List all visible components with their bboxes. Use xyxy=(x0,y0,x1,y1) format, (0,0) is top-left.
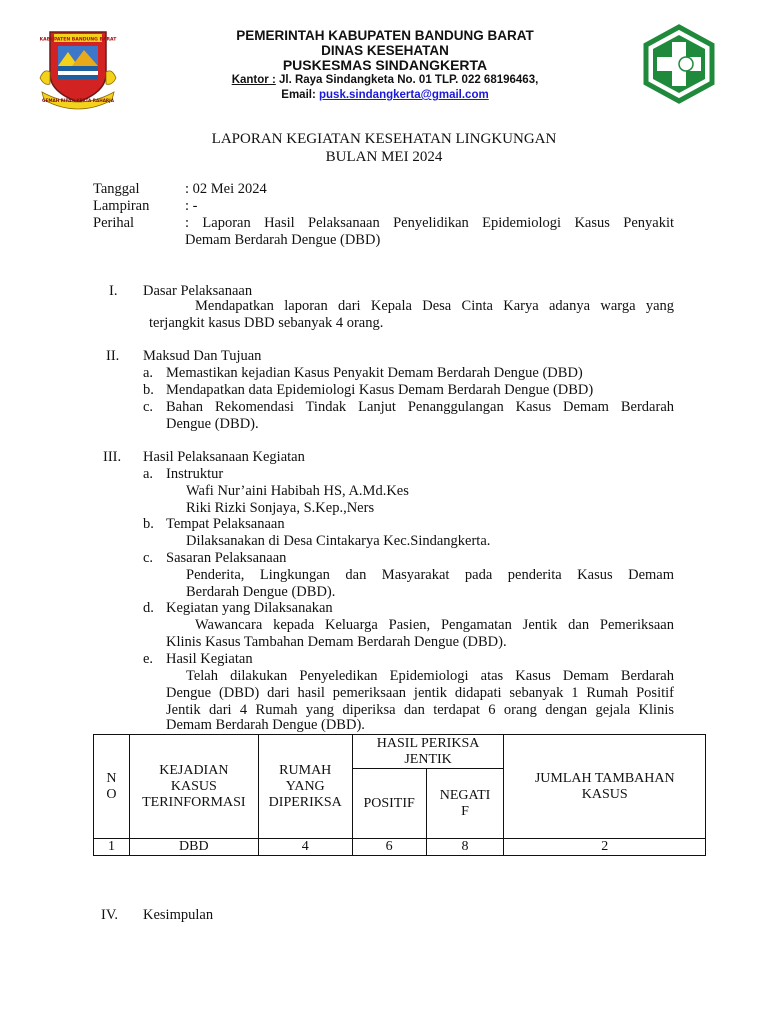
letterhead-line2: DINAS KESEHATAN xyxy=(321,43,449,58)
section3-c-letter: c. xyxy=(143,550,154,566)
header-hasil-periksa xyxy=(352,735,504,769)
section3-d-text-line2: Klinis Kasus Tambahan Demam Berdarah Dengue (DBD). xyxy=(166,634,507,650)
section2-item-b-text: Mendapatkan data Epidemiologi Kasus Demam Berdarah Dengue (DBD) xyxy=(166,382,594,398)
section1-title: Dasar Pelaksanaan xyxy=(143,283,253,299)
address-text: Jl. Raya Sindangketa No. 01 TLP. 022 68196463, xyxy=(275,74,539,86)
section2-item-a-text: Memastikan kejadian Kasus Penyakit Demam Berdarah Dengue (DBD) xyxy=(166,365,583,381)
section3-b-label: Tempat Pelaksanaan xyxy=(166,516,285,532)
perihal-value-line1: : Laporan Hasil Pelaksanaan Penyelidikan Epidemiologi Kasus Penyakit xyxy=(185,215,674,231)
tanggal-value: : 02 Mei 2024 xyxy=(185,181,267,197)
lampiran-value: : - xyxy=(185,198,198,214)
header-no-line1: N xyxy=(106,770,117,786)
header-hasil-line1: HASIL PERIKSA xyxy=(376,735,480,751)
section2-item-c-text: Bahan Rekomendasi Tindak Lanjut Penanggulangan Kasus Demam Berdarah xyxy=(166,399,674,415)
section3-c-text-line2: Berdarah Dengue (DBD). xyxy=(186,584,336,600)
cell-negatif: 8 xyxy=(426,839,504,856)
header-no xyxy=(94,735,130,839)
section3-e-text-line1: Telah dilakukan Penyeledikan Epidemiologi atas Kasus Demam Berdarah xyxy=(186,668,674,684)
lampiran-label: Lampiran xyxy=(93,198,150,214)
header-negatif-line1: NEGATI xyxy=(439,787,491,803)
address-label: Kantor : xyxy=(231,74,276,86)
perihal-label: Perihal xyxy=(93,215,135,231)
section4-title: Kesimpulan xyxy=(143,907,214,923)
section3-c-text-line1: Penderita, Lingkungan dan Masyarakat pada penderita Kasus Demam xyxy=(186,567,674,583)
section3-number: III. xyxy=(103,449,122,465)
header-jumlah-line2: KASUS xyxy=(581,786,628,802)
letterhead-address xyxy=(190,73,580,88)
cell-jumlah: 2 xyxy=(504,839,706,856)
report-title: LAPORAN KEGIATAN KESEHATAN LINGKUNGAN xyxy=(211,131,557,147)
header-jumlah xyxy=(504,735,706,839)
cell-kejadian: DBD xyxy=(129,839,258,856)
logo-left-motto: GEMAH RIPAH KERTA RAHARJA xyxy=(42,98,114,103)
cell-rumah: 4 xyxy=(258,839,352,856)
section1-number: I. xyxy=(109,283,118,299)
letterhead-email xyxy=(190,88,580,103)
section3-b-letter: b. xyxy=(143,516,154,532)
section3-d-label: Kegiatan yang Dilaksanakan xyxy=(166,600,333,616)
letterhead xyxy=(190,28,580,103)
logo-left-banner: KABUPATEN BANDUNG BARAT xyxy=(39,37,117,43)
header-kejadian-line1: KEJADIAN xyxy=(159,762,229,778)
section3-title: Hasil Pelaksanaan Kegiatan xyxy=(143,449,305,465)
section1-text-line1: Mendapatkan laporan dari Kepala Desa Cinta Karya adanya warga yang xyxy=(195,298,674,314)
puskesmas-logo-icon xyxy=(642,24,716,104)
header-negatif-line2: F xyxy=(461,803,469,819)
section3-e-text-line2: Dengue (DBD) dari hasil pemeriksaan jentik didapati sebanyak 1 Rumah Positif xyxy=(166,685,674,701)
section2-item-c-letter: c. xyxy=(143,399,154,415)
header-kejadian-line3: TERINFORMASI xyxy=(142,794,246,810)
header-rumah-line1: RUMAH xyxy=(279,762,332,778)
header-kejadian xyxy=(129,735,258,839)
email-link[interactable]: pusk.sindangkerta@gmail.com xyxy=(319,89,489,101)
header-hasil-line2: JENTIK xyxy=(404,751,452,767)
email-label: Email: xyxy=(281,89,319,101)
header-kejadian-line2: KASUS xyxy=(170,778,217,794)
section3-a-label: Instruktur xyxy=(166,466,224,482)
section3-e-text-line4: Demam Berdarah Dengue (DBD). xyxy=(166,717,365,733)
header-negatif xyxy=(426,769,504,839)
header-rumah xyxy=(258,735,352,839)
header-jumlah-line1: JUMLAH TAMBAHAN xyxy=(534,770,675,786)
section4-number: IV. xyxy=(101,907,119,923)
result-table xyxy=(93,734,706,856)
logo-kbb-emblem xyxy=(36,22,120,114)
section2-item-c-text2: Dengue (DBD). xyxy=(166,416,259,432)
header-rumah-line2: YANG xyxy=(285,778,325,794)
section2-title: Maksud Dan Tujuan xyxy=(143,348,262,364)
section3-c-label: Sasaran Pelaksanaan xyxy=(166,550,287,566)
cell-positif: 6 xyxy=(352,839,426,856)
header-no-line2: O xyxy=(106,786,117,802)
header-positif: POSITIF xyxy=(352,769,426,839)
perihal-value-line2: Demam Berdarah Dengue (DBD) xyxy=(185,232,381,248)
section1-text-line2: terjangkit kasus DBD sebanyak 4 orang. xyxy=(149,315,384,331)
instructor-2: Riki Rizki Sonjaya, S.Kep.,Ners xyxy=(186,500,375,516)
section3-d-text-line1: Wawancara kepada Keluarga Pasien, Pengamatan Jentik dan Pemeriksaan xyxy=(195,617,674,633)
section2-item-b-letter: b. xyxy=(143,382,154,398)
instructor-1: Wafi Nur’aini Habibah HS, A.Md.Kes xyxy=(186,483,409,499)
tanggal-label: Tanggal xyxy=(93,181,140,197)
cell-no: 1 xyxy=(94,839,130,856)
letterhead-line3: PUSKESMAS SINDANGKERTA xyxy=(282,57,488,73)
section3-e-label: Hasil Kegiatan xyxy=(166,651,253,667)
section3-b-text: Dilaksanakan di Desa Cintakarya Kec.Sindangkerta. xyxy=(186,533,491,549)
section3-a-letter: a. xyxy=(143,466,154,482)
letterhead-line1: PEMERINTAH KABUPATEN BANDUNG BARAT xyxy=(236,28,534,43)
section2-number: II. xyxy=(106,348,120,364)
section3-e-text-line3: Jentik dari 4 Rumah yang diperiksa dan terdapat 6 orang dengan gejala Klinis xyxy=(166,702,674,718)
table-row xyxy=(94,839,706,856)
section3-e-letter: e. xyxy=(143,651,154,667)
header-rumah-line3: DIPERIKSA xyxy=(268,794,342,810)
report-subtitle: BULAN MEI 2024 xyxy=(325,149,443,165)
section3-d-letter: d. xyxy=(143,600,154,616)
section2-item-a-letter: a. xyxy=(143,365,154,381)
